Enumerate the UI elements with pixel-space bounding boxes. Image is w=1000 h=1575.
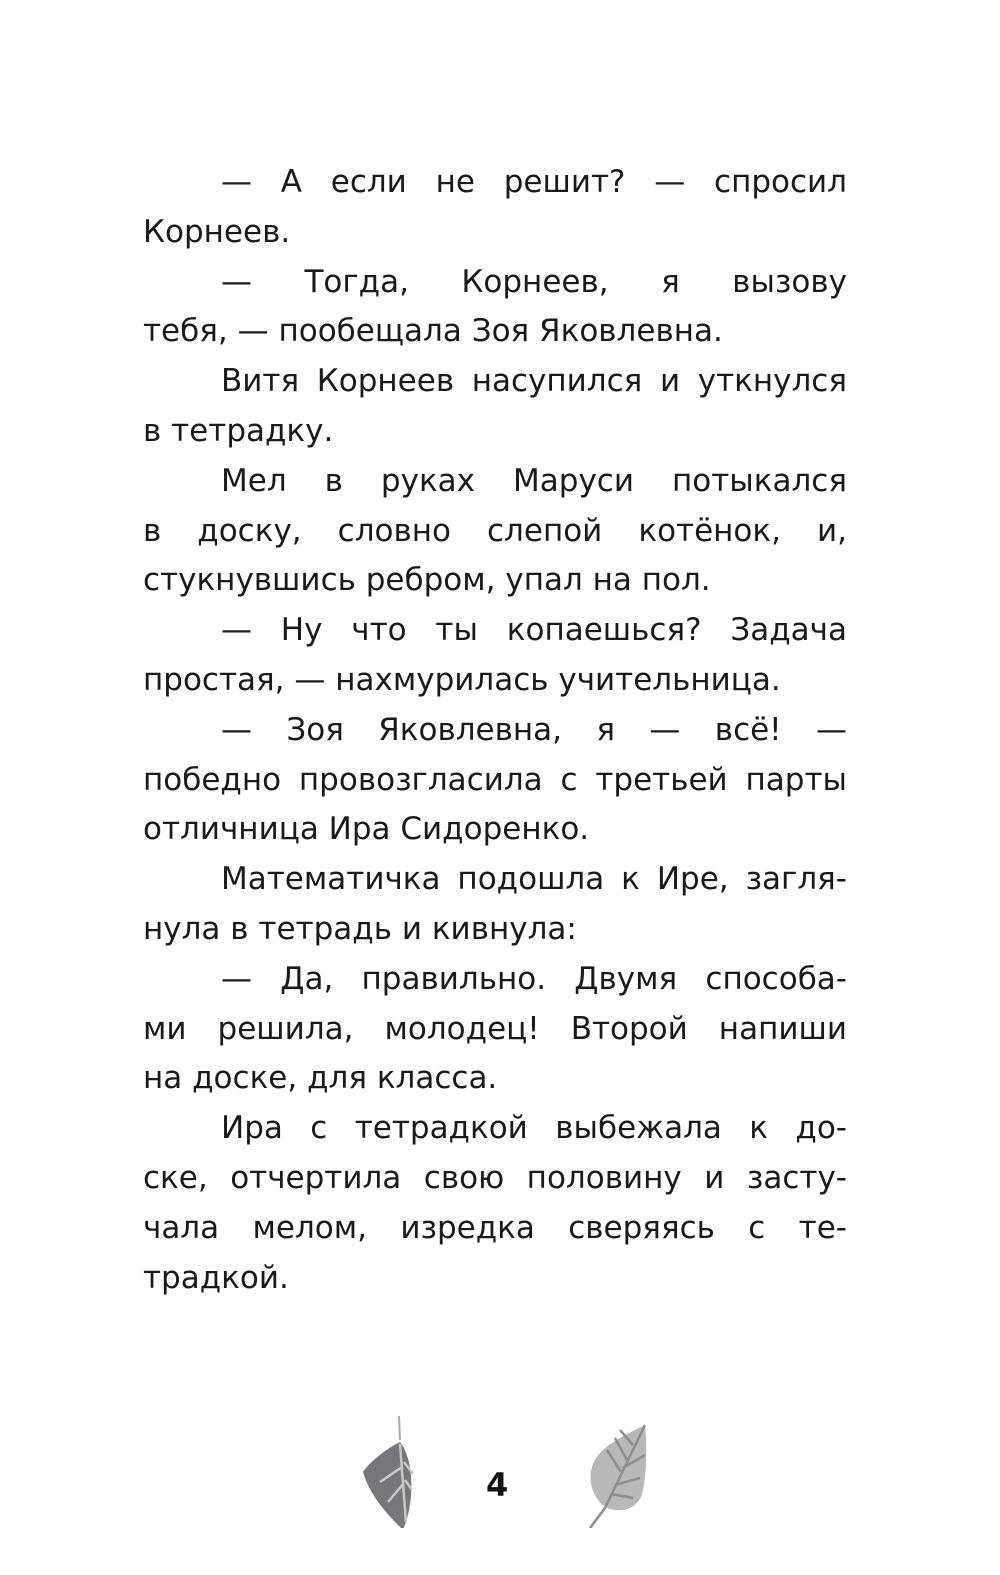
text-line: Мел в руках Маруси потыкался bbox=[221, 462, 847, 499]
text-line: простая, — нахмурилась учительница. bbox=[143, 661, 781, 698]
text-line: на доске, для класса. bbox=[143, 1060, 498, 1097]
text-line: ми решила, молодец! Второй напиши bbox=[143, 1010, 847, 1047]
text-line: Витя Корнеев насупился и уткнулся bbox=[221, 363, 847, 400]
text-line: — Тогда, Корнеев, я вызову bbox=[221, 263, 847, 300]
text-line: — А если не решит? — спросил bbox=[221, 164, 847, 200]
leaf-icon-left bbox=[360, 1412, 420, 1528]
body-text bbox=[143, 158, 847, 1303]
text-line: стукнувшись ребром, упал на пол. bbox=[143, 562, 711, 599]
text-line: в доску, словно слепой котёнок, и, bbox=[143, 512, 847, 549]
page-number: 4 bbox=[486, 1466, 509, 1504]
text-line: тебя, — пообещала Зоя Яковлевна. bbox=[143, 313, 723, 350]
text-line: победно провозгласила с третьей парты bbox=[143, 761, 847, 798]
text-line: в тетрадку. bbox=[143, 412, 334, 449]
text-line: отличница Ира Сидоренко. bbox=[143, 811, 590, 848]
leaf-icon-right bbox=[585, 1420, 649, 1528]
text-line: — Зоя Яковлевна, я — всё! — bbox=[221, 711, 847, 748]
text-line: Математичка подошла к Ире, загля- bbox=[221, 861, 847, 898]
text-line: нула в тетрадь и кивнула: bbox=[143, 910, 577, 947]
text-line: Корнеев. bbox=[143, 213, 291, 250]
text-line: ске, отчертила свою половину и засту- bbox=[143, 1159, 847, 1196]
text-line: чала мелом, изредка сверяясь с те- bbox=[143, 1209, 847, 1246]
text-line: традкой. bbox=[143, 1259, 289, 1296]
text-line: Ира с тетрадкой выбежала к до- bbox=[221, 1110, 847, 1147]
text-line: — Ну что ты копаешься? Задача bbox=[221, 612, 847, 649]
text-line: — Да, правильно. Двумя способа- bbox=[221, 960, 847, 997]
